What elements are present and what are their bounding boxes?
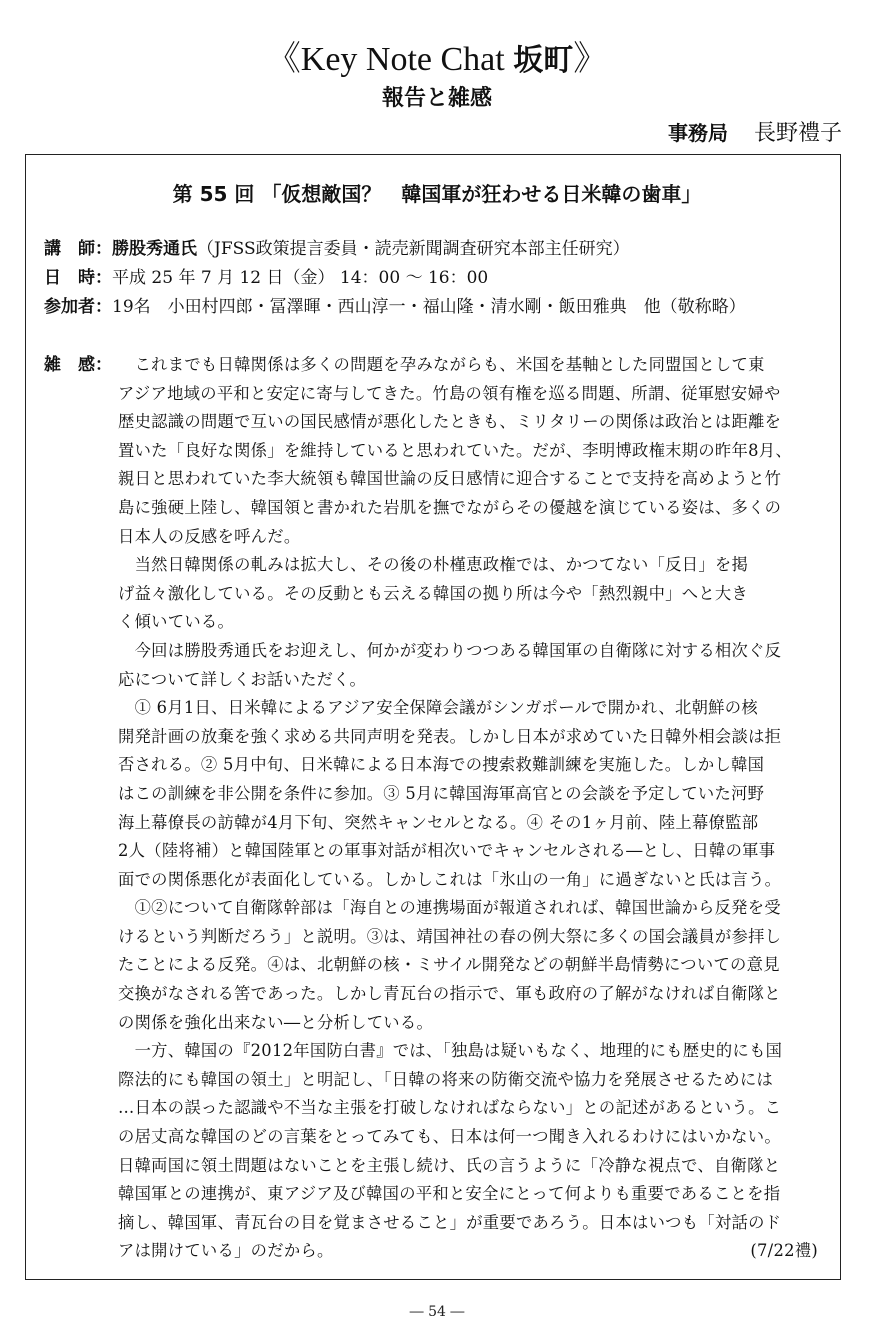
- date-row: [44, 265, 488, 291]
- participants-row: [44, 294, 746, 320]
- office-label: 事務局: [667, 121, 728, 145]
- body-line: の関係を強化出来ない―と分析している。: [118, 1012, 434, 1032]
- body-line: く傾いている。: [118, 612, 235, 632]
- lecturer-label: 講 師：: [44, 239, 112, 259]
- body-line: 当然日韓関係の軋みは拡大し、その後の朴槿恵政権では、かつてない「反日」を掲: [118, 555, 749, 575]
- body-line: 摘し、韓国軍、青瓦台の目を覚まさせること」が重要であろう。日本はいつも「対話のド: [118, 1212, 782, 1232]
- body-line: 応について詳しくお話いただく。: [118, 669, 367, 689]
- body-line: 否される。② 5月中旬、日米韓による日本海での捜索救難訓練を実施した。しかし韓国: [118, 755, 765, 775]
- body-line: 韓国軍との連携が、東アジア及び韓国の平和と安全にとって何よりも重要であることを指: [118, 1184, 781, 1204]
- body-line: の居丈高な韓国のどの言葉をとってみても、日本は何一つ聞き入れるわけにはいかない。: [118, 1127, 781, 1147]
- body-line: たことによる反発。④は、北朝鮮の核・ミサイル開発などの朝鮮半島情勢についての意見: [118, 955, 780, 975]
- page-number: ― 54 ―: [409, 1304, 465, 1320]
- body-line: けるという判断だろう」と説明。③は、靖国神社の春の例大祭に多くの国会議員が参拝し: [118, 926, 782, 946]
- body-line: 日韓両国に領土問題はないことを主張し続け、氏の言うように「冷静な視点で、自衛隊と: [118, 1155, 781, 1175]
- body-last-line: [118, 1237, 828, 1266]
- session-title: 第 55 回 「仮想敵国？ 韓国軍が狂わせる日米韓の歯車」: [172, 182, 702, 206]
- body-line: 島に強硬上陸し、韓国領と書かれた岩肌を撫でながらその優越を演じている姿は、多くの: [118, 497, 782, 517]
- participants-value: 19名 小田村四郎・冨澤暉・西山淳一・福山隆・清水剛・飯田雅典 他（敬称略）: [112, 297, 746, 317]
- body-line: 開発計画の放棄を強く求める共同声明を発表。しかし日本が求めていた日韓外相会談は拒: [118, 726, 782, 746]
- body-line: 一方、韓国の『2012年国防白書』では、「独島は疑いもなく、地理的にも歴史的にも国: [118, 1041, 783, 1061]
- body-line: 海上幕僚長の訪韓が4月下旬、突然キャンセルとなる。④ その1ヶ月前、陸上幕僚監部: [118, 812, 759, 832]
- page-title: [0, 38, 874, 83]
- lecturer-name: 勝股秀通氏: [112, 239, 197, 259]
- zakkan-label: 雑 感：: [44, 355, 112, 375]
- participants-label: 参加者：: [44, 297, 112, 317]
- lecturer-title: （JFSS政策提言委員・読売新聞調査研究本部主任研究）: [197, 239, 630, 259]
- body-line: はこの訓練を非公開を条件に参加。③ 5月に韓国海軍高官との会談を予定していた河野: [118, 783, 765, 803]
- title-bold: 坂町: [513, 43, 574, 78]
- body-line: ①②について自衛隊幹部は「海自との連携場面が報道されれば、韓国世論から反発を受: [118, 898, 781, 918]
- body-line: アジア地域の平和と安定に寄与してきた。竹島の領有権を巡る問題、所謂、従軍慰安婦や: [118, 383, 781, 403]
- title-prefix: 《Key Note Chat: [266, 41, 514, 78]
- lecturer-row: [44, 236, 630, 262]
- body-line: 親日と思われていた李大統領も韓国世論の反日感情に迎合することで支持を高めようと竹: [118, 469, 782, 489]
- body-line: 際法的にも韓国の領土」と明記し、「日韓の将来の防衛交流や協力を発展させるためには: [118, 1069, 774, 1089]
- title-suffix: 》: [573, 41, 608, 78]
- date-label: 日 時：: [44, 268, 112, 288]
- body-line: 交換がなされる筈であった。しかし青瓦台の指示で、軍も政府の了解がなければ自衛隊と: [118, 984, 781, 1004]
- author-line: [668, 118, 842, 149]
- body-line: ① 6月1日、日米韓によるアジア安全保障会議がシンガポールで開かれ、北朝鮮の核: [118, 698, 758, 718]
- body-line: 日本人の反感を呼んだ。: [118, 526, 301, 546]
- body-line: 今回は勝股秀通氏をお迎えし、何かが変わりつつある韓国軍の自衛隊に対する相次ぐ反: [118, 640, 782, 660]
- body-line: 2人（陸将補）と韓国陸軍との軍事対話が相次いでキャンセルされる―とし、日韓の軍事: [118, 841, 776, 861]
- body-line: げ益々激化している。その反動とも云える韓国の拠り所は今や「熱烈親中」へと大き: [118, 583, 749, 603]
- body-line: 面での関係悪化が表面化している。しかしこれは「氷山の一角」に過ぎないと氏は言う。: [118, 869, 782, 889]
- last-line-text: アは開けている」のだから。: [118, 1241, 334, 1261]
- zakkan-body: [118, 351, 828, 1266]
- page-subtitle: 報告と雑感: [381, 86, 492, 111]
- date-value: 平成 25 年 7 月 12 日（金） 14：00 ～ 16：00: [112, 268, 489, 288]
- body-line: 置いた「良好な関係」を維持していると思われていた。だが、李明博政権末期の昨年8月、: [118, 440, 792, 460]
- body-line: …日本の誤った認識や不当な主張を打破しなければならない」との記述があるという。こ: [118, 1098, 782, 1118]
- body-line: 歴史認識の問題で互いの国民感情が悪化したときも、ミリタリーの関係は政治とは距離を: [118, 412, 782, 432]
- signature: (7/22禮): [750, 1241, 818, 1261]
- author-name: 長野禮子: [753, 121, 842, 146]
- body-line: これまでも日韓関係は多くの問題を孕みながらも、米国を基軸とした同盟国として東: [118, 355, 765, 374]
